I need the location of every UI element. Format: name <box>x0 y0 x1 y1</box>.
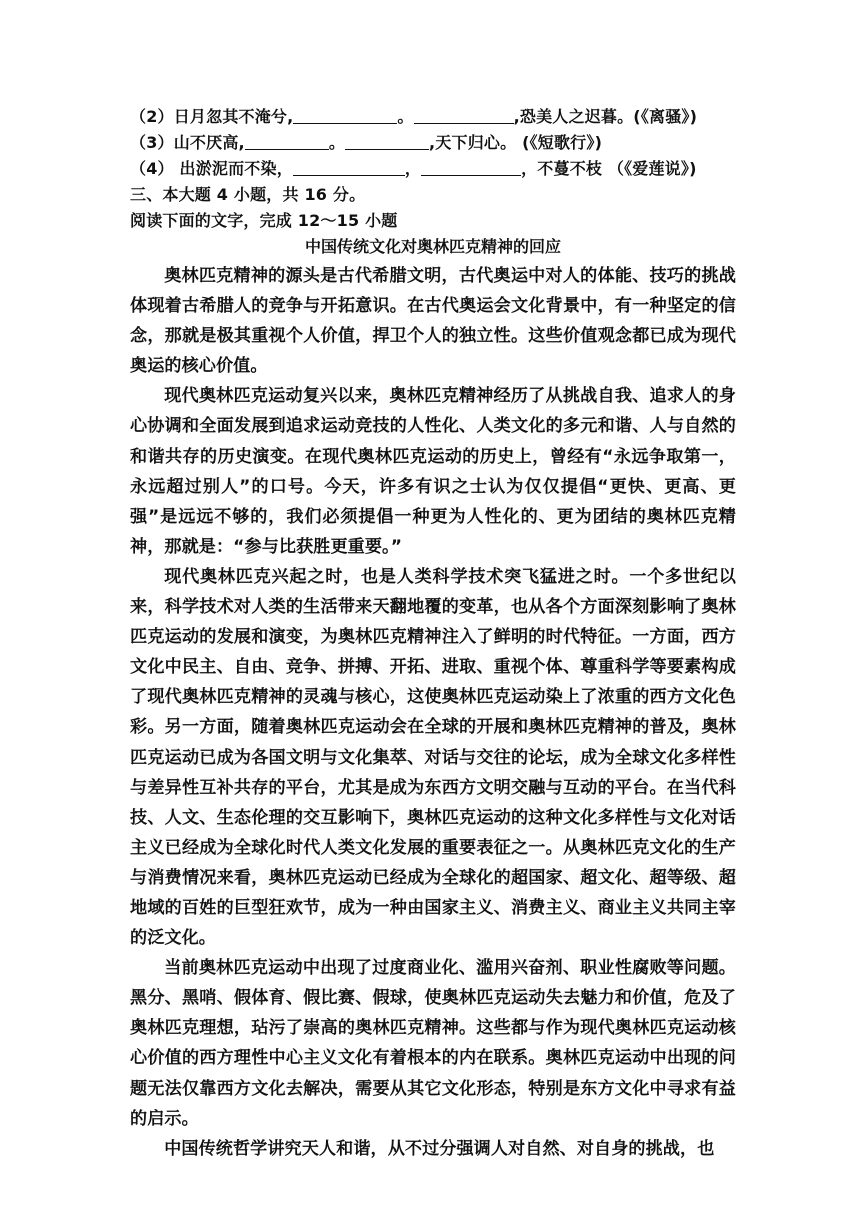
article-paragraph: 现代奥林匹克运动复兴以来，奥林匹克精神经历了从挑战自我、追求人的身心协调和全面发展到追求运动竞技的人性化、人类文化的多元和谐、人与自然的和谐共存的历史演变。在现代奥林匹克运动的历史上，曾经有“永远争取第一，永远超过别人”的口号。今天，许多有识之士认为仅仅提倡“更快、更高、更强”是远远不够的，我们必须提倡一种更为人性化的、更为团结的奥林匹克精神，那就是：“参与比获胜更重要。” <box>130 386 736 557</box>
fill-blank-line-2 <box>130 104 736 130</box>
article-paragraph: 当前奥林匹克运动中出现了过度商业化、滥用兴奋剂、职业性腐败等问题。黑分、黑哨、假体育、假比赛、假球，使奥林匹克运动失去魅力和价值，危及了奥林匹克理想，玷污了崇高的奥林匹克精神。这些都与作为现代奥林匹克运动核心价值的西方理性中心主义文化有着根本的内在联系。奥林匹克运动中出现的问题无法仅靠西方文化去解决，需要从其它文化形态，特别是东方文化中寻求有益的启示。 <box>130 958 736 1129</box>
article-paragraph: 现代奥林匹克兴起之时，也是人类科学技术突飞猛进之时。一个多世纪以来，科学技术对人类的生活带来天翻地覆的变革，也从各个方面深刻影响了奥林匹克运动的发展和演变，为奥林匹克精神注入了鲜明的时代特征。一方面，西方文化中民主、自由、竞争、拼搏、开拓、进取、重视个体、尊重科学等要素构成了现代奥林匹克精神的灵魂与核心，这使奥林匹克运动染上了浓重的西方文化色彩。另一方面，随着奥林匹克运动会在全球的开展和奥林匹克精神的普及，奥林匹克运动已成为各国文明与文化集萃、对话与交往的论坛，成为全球文化多样性与差异性互补共存的平台，尤其是成为东西方文明交融与互动的平台。在当代科技、人文、生态伦理的交互影响下，奥林匹克运动的这种文化多样性与文化对话主义已经成为全球化时代人类文化发展的重要表征之一。从奥林匹克文化的生产与消费情况来看，奥林匹克运动已经成为全球化的超国家、超文化、超等级、超地域的百姓的巨型狂欢节，成为一种由国家主义、消费主义、商业主义共同主宰的泛文化。 <box>130 566 736 949</box>
fill-blank-suffix: ,恐美人之迟暮。(《离骚》) <box>513 107 698 126</box>
fill-blank-prefix: （3）山不厌高, <box>130 133 245 152</box>
fill-blank-prefix: （4） 出淤泥而不染， <box>130 159 293 178</box>
fill-blank-mid: ， <box>404 159 422 178</box>
section-heading: 三、本大题 4 小题，共 16 分。 <box>130 185 366 204</box>
answer-blank[interactable] <box>245 131 329 150</box>
fill-blank-prefix: （2）日月忽其不淹兮, <box>130 107 294 126</box>
fill-blank-suffix: ，不蔓不枝 （《爱莲说》) <box>521 159 697 178</box>
article-body <box>130 261 736 1164</box>
fill-blank-mid: 。 <box>328 133 346 152</box>
article-paragraph: 奥林匹克精神的源头是古代希腊文明，古代奥运中对人的体能、技巧的挑战体现着古希腊人的竞争与开拓意识。在古代奥运会文化背景中，有一种坚定的信念，那就是极其重视个人价值，捍卫个人的独立性。这些价值观念都已成为现代奥运的核心价值。 <box>130 266 736 377</box>
answer-blank[interactable] <box>293 105 397 124</box>
article-paragraph: 中国传统哲学讲究天人和谐，从不过分强调人对自然、对自身的挑战，也 <box>164 1138 715 1159</box>
fill-blank-line-4 <box>130 156 736 182</box>
fill-blank-suffix: ,天下归心。 (《短歌行》) <box>429 133 603 152</box>
document-page <box>130 104 736 1164</box>
answer-blank[interactable] <box>293 157 405 176</box>
answer-blank[interactable] <box>421 157 521 176</box>
answer-blank[interactable] <box>345 131 429 150</box>
reading-instruction: 阅读下面的文字，完成 12～15 小题 <box>130 211 398 230</box>
article-title: 中国传统文化对奥林匹克精神的回应 <box>304 237 561 256</box>
fill-blank-line-3 <box>130 130 736 156</box>
answer-blank[interactable] <box>414 105 514 124</box>
fill-blank-mid: 。 <box>397 107 414 126</box>
